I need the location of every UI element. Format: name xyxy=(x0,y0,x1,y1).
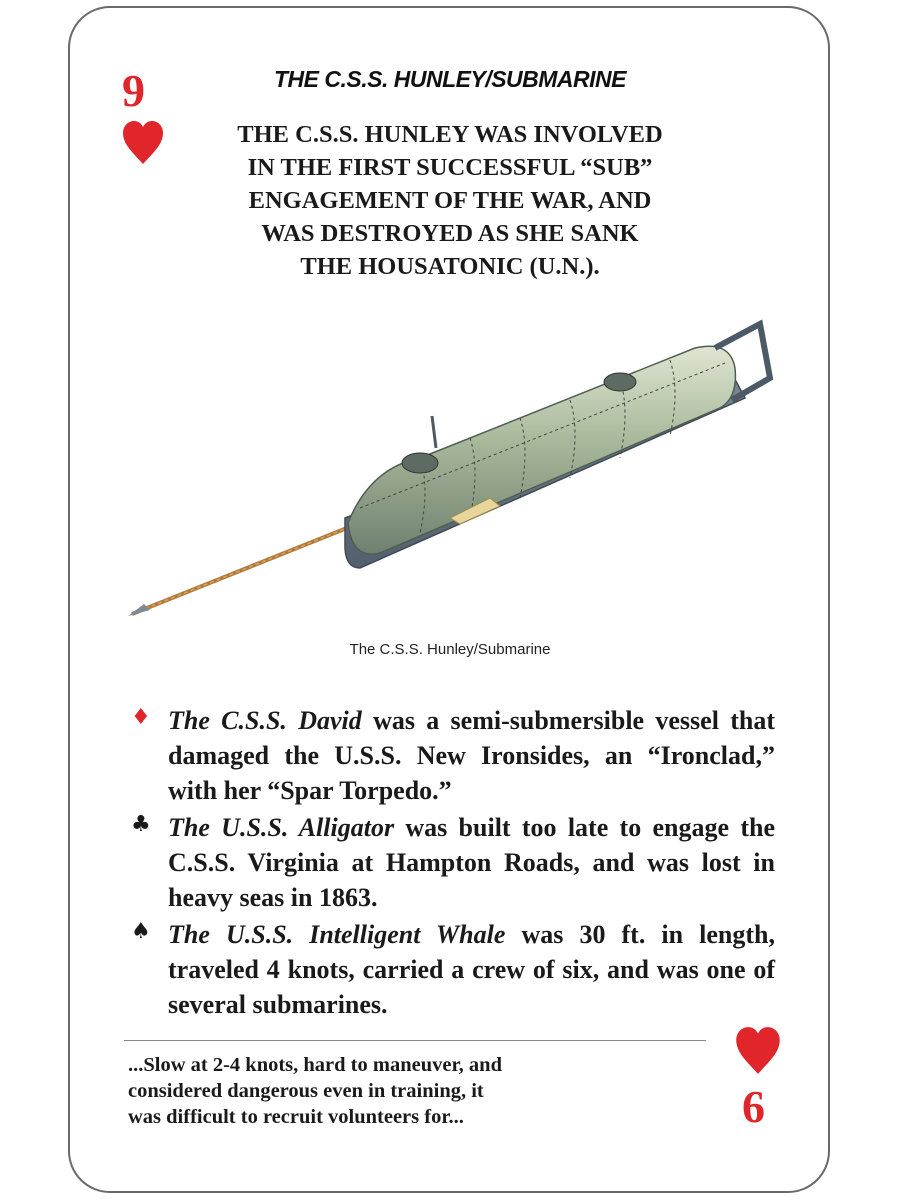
fact-text xyxy=(168,703,775,808)
footer-line: considered dangerous even in training, it xyxy=(128,1080,484,1102)
list-item xyxy=(125,703,775,808)
heart-icon xyxy=(735,1026,781,1079)
card-title: THE C.S.S. HUNLEY/SUBMARINE xyxy=(274,66,626,92)
fact-body: was a semi-submersible vessel that damaged the U.S.S. New Ironsides, an “Ironclad,” with her “Spar Torpedo.” xyxy=(168,706,775,805)
list-item xyxy=(125,917,775,1022)
intro-line: THE C.S.S. HUNLEY WAS INVOLVED xyxy=(237,121,663,148)
divider xyxy=(124,1040,706,1041)
intro-line: THE HOUSATONIC (U.N.). xyxy=(300,253,600,280)
intro-text xyxy=(150,118,750,283)
illustration-caption: The C.S.S. Hunley/Submarine xyxy=(349,641,551,658)
fact-text xyxy=(168,917,775,1022)
diamond-icon: ♦ xyxy=(131,705,151,730)
fact-body: was built too late to engage the C.S.S. Virginia at Hampton Roads, and was lost in heavy seas in 1863. xyxy=(168,813,775,912)
footer-line: ...Slow at 2-4 knots, hard to maneuver, and xyxy=(128,1054,502,1076)
fact-body: was 30 ft. in length, traveled 4 knots, carried a crew of six, and was one of several submarines. xyxy=(168,920,775,1019)
intro-line: ENGAGEMENT OF THE WAR, AND xyxy=(248,187,652,214)
fact-text xyxy=(168,810,775,915)
bottom-rank: 6 xyxy=(742,1081,765,1132)
intro-line: WAS DESTROYED AS SHE SANK xyxy=(261,220,639,247)
intro-line: IN THE FIRST SUCCESSFUL “SUB” xyxy=(247,154,653,181)
spade-icon: ♠ xyxy=(131,919,151,944)
vessel-name: The U.S.S. Intelligent Whale xyxy=(168,920,506,949)
vessel-name: The U.S.S. Alligator xyxy=(168,813,395,842)
club-icon: ♣ xyxy=(131,812,151,837)
list-item xyxy=(125,810,775,915)
vessel-name: The C.S.S. David xyxy=(168,706,362,735)
footer-teaser xyxy=(128,1052,648,1130)
submarine-illustration xyxy=(120,318,780,628)
top-rank: 9 xyxy=(122,65,145,116)
footer-line: was difficult to recruit volunteers for... xyxy=(128,1106,464,1128)
fact-list xyxy=(125,703,775,1024)
